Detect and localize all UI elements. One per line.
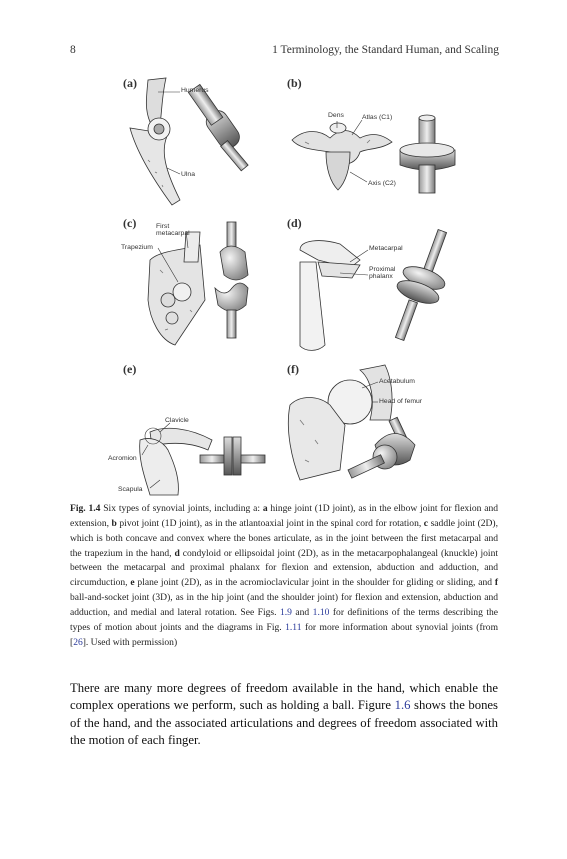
figure-caption xyxy=(70,502,498,650)
caption-text: for definitions of the terms describing the types of motion about joints and the diagrams in Fig. xyxy=(70,606,498,633)
caption-text: hinge joint (1D joint), as in the elbow joint for flexion and extension, xyxy=(70,503,499,529)
label-first-metacarpal-line2: metacarpal xyxy=(156,230,190,237)
caption-bold-letter: a xyxy=(262,503,268,514)
label-acromion: Acromion xyxy=(108,455,137,462)
caption-bold-letter: e xyxy=(130,577,135,589)
panel-c-drawing xyxy=(148,222,248,345)
caption-bold-letter: c xyxy=(423,517,429,529)
label-head-of-femur: Head of femur xyxy=(379,398,423,405)
label-first-metacarpal-line1: First xyxy=(156,223,170,230)
caption-text: ball-and-socket joint (3D), as in the hip joint (and the shoulder joint) for flexion and extension, abduction and adduction, and medial and lateral rotation. See Figs. xyxy=(70,592,498,618)
caption-text: condyloid or ellipsoidal joint (2D), as in the metacarpophalangeal (knuckle) joint between the metacarpal and proximal phalanx for flexion and extension, abduction and adduction, and circumduction, xyxy=(70,547,498,589)
caption-text: plane joint (2D), as in the acromioclavicular joint in the shoulder for gliding or sliding, and xyxy=(134,577,495,589)
label-clavicle: Clavicle xyxy=(165,417,189,424)
panel-e-drawing xyxy=(140,423,265,495)
figure-reference-link[interactable]: 1.9 xyxy=(279,606,292,618)
panel-d-label: (d) xyxy=(287,216,302,230)
caption-text: pivot joint (1D joint), as in the atlantoaxial joint in the spinal cord for rotation, xyxy=(116,517,424,529)
figure-reference-link[interactable]: 1.11 xyxy=(285,621,302,633)
panel-c-label: (c) xyxy=(123,216,137,230)
label-trapezium: Trapezium xyxy=(121,244,153,251)
label-dens: Dens xyxy=(328,112,344,119)
panel-b-label: (b) xyxy=(287,76,302,90)
caption-text: Six types of synovial joints, including a: xyxy=(100,503,263,514)
label-humerus: Humerus xyxy=(181,87,209,94)
body-paragraph xyxy=(70,680,498,749)
running-header-title: 1 Terminology, the Standard Human, and Scaling xyxy=(272,44,499,56)
panel-e-label: (e) xyxy=(123,362,137,376)
caption-text: ]. Used with permission) xyxy=(82,636,178,648)
body-text: There are many more degrees of freedom available in the hand, which enable the complex operations we perform, such as holding a ball. Figure xyxy=(70,681,498,713)
caption-bold-letter: f xyxy=(494,577,499,589)
caption-bold-letter: b xyxy=(111,517,117,529)
label-proximal-phalanx-line1: Proximal xyxy=(369,266,396,273)
caption-text: saddle joint (2D), which is both concave and convex where the bones articulate, as in the joint between the first metacarpal and the trapezium in the hand, xyxy=(70,517,498,559)
caption-text: and xyxy=(291,606,313,618)
label-acetabulum: Acetabulum xyxy=(379,378,415,385)
figure-reference-link[interactable]: 1.6 xyxy=(394,698,411,713)
label-scapula: Scapula xyxy=(118,486,143,493)
caption-text: for more information about synovial joints (from [ xyxy=(70,621,498,648)
citation-link[interactable]: 26 xyxy=(73,636,83,648)
label-ulna: Ulna xyxy=(181,171,195,178)
label-metacarpal: Metacarpal xyxy=(369,245,403,252)
label-proximal-phalanx-line2: phalanx xyxy=(369,273,393,280)
panel-a-drawing xyxy=(130,78,248,205)
caption-bold-letter: d xyxy=(174,547,180,559)
body-text: shows the bones of the hand, and the associated articulations and degrees of freedom associated with the motion of each finger. xyxy=(70,698,498,747)
panel-f-label: (f) xyxy=(287,362,299,376)
caption-fig-label: Fig. 1.4 xyxy=(70,503,101,514)
page-number: 8 xyxy=(70,44,76,56)
figure-reference-link[interactable]: 1.10 xyxy=(312,606,330,618)
panel-a-label: (a) xyxy=(123,76,137,90)
label-atlas: Atlas (C1) xyxy=(362,114,393,121)
label-axis: Axis (C2) xyxy=(368,180,396,187)
